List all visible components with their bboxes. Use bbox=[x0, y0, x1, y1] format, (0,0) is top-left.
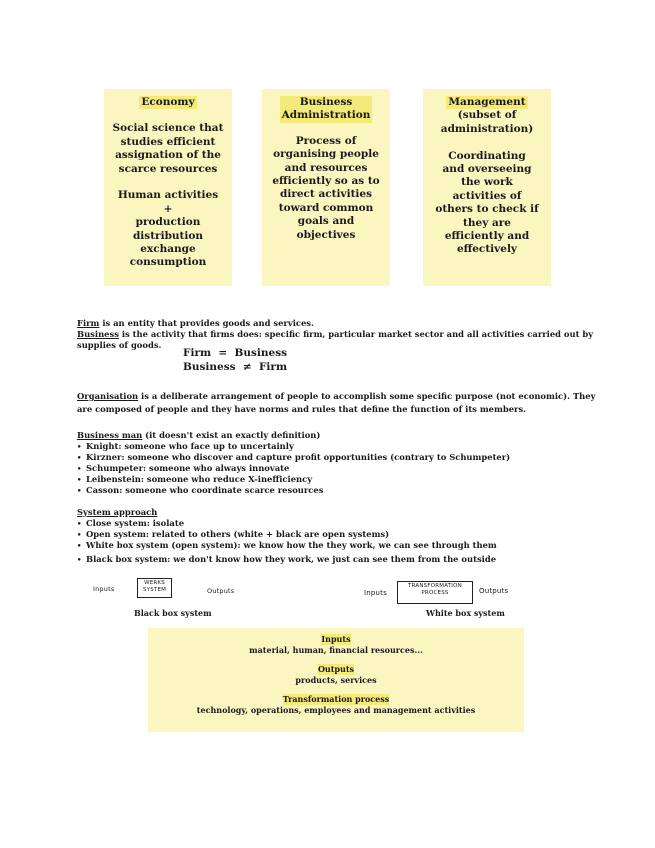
list-item: • Kirzner: someone who discover and capture profit opportunities (contrary to Schumpeter) bbox=[77, 452, 510, 463]
white-box-inputs: Inputs bbox=[364, 589, 387, 597]
system-list bbox=[77, 518, 497, 565]
black-box-outputs: Outputs bbox=[207, 587, 235, 595]
firm-definition bbox=[77, 318, 314, 329]
summary-text: material, human, financial resources... bbox=[249, 644, 423, 655]
list-item: • Casson: someone who coordinate scarce resources bbox=[77, 485, 510, 496]
list-item: • Schumpeter: someone who always innovate bbox=[77, 463, 510, 474]
business-definition bbox=[77, 329, 593, 340]
black-box-system: WERKS SYSTEM bbox=[137, 578, 172, 598]
card-body: (subset of administration) Coordinating and overseeing the work activities of others to check if they are efficiently and effectively bbox=[435, 109, 539, 256]
organisation-definition bbox=[77, 391, 595, 402]
business-definition-cont: supplies of goods. bbox=[77, 340, 162, 350]
summary-text: technology, operations, employees and management activities bbox=[196, 704, 476, 715]
firm-term: Firm bbox=[77, 318, 100, 328]
organisation-term: Organisation bbox=[77, 391, 139, 401]
list-item: • Black box system: we don't know how they work, we just can see them from the outside bbox=[77, 554, 497, 565]
businessman-term: Business man bbox=[77, 430, 143, 440]
card-title: Management bbox=[448, 96, 526, 108]
list-item: • Close system: isolate bbox=[77, 518, 497, 529]
businessman-list bbox=[77, 441, 510, 496]
business-term: Business bbox=[77, 329, 119, 339]
summary-heading: Inputs bbox=[321, 634, 351, 644]
businessman-note: (it doesn't exist an exactly definition) bbox=[142, 430, 321, 440]
card-title: Economy bbox=[141, 96, 195, 108]
card-title: Business Administration bbox=[281, 96, 371, 122]
system-term: System approach bbox=[77, 507, 158, 517]
black-box-caption: Black box system bbox=[134, 608, 212, 618]
summary-text: products, services bbox=[295, 674, 377, 685]
organisation-def: is a deliberate arrangement of people to accomplish some specific purpose (not economic). They bbox=[138, 391, 596, 401]
list-item: • Open system: related to others (white + black are open systems) bbox=[77, 529, 497, 540]
businessman-section bbox=[77, 430, 510, 496]
system-section bbox=[77, 507, 497, 565]
list-item: • Leibenstein: someone who reduce X-inefficiency bbox=[77, 474, 510, 485]
card-management bbox=[423, 89, 551, 286]
white-box-caption: White box system bbox=[426, 608, 505, 618]
summary-heading: Transformation process bbox=[282, 694, 390, 704]
card-body: Social science that studies efficient assignation of the scarce resources Human activities + production distribution exchange consumption bbox=[112, 122, 224, 269]
list-item: • White box system (open system): we know how the they work, we can see through them bbox=[77, 540, 497, 551]
organisation-definition-cont: are composed of people and they have norms and rules that define the function of its members. bbox=[77, 404, 527, 414]
list-item: • Knight: someone who face up to uncertainly bbox=[77, 441, 510, 452]
black-box-inputs: Inputs bbox=[93, 585, 115, 593]
white-box-outputs: Outputs bbox=[479, 587, 509, 595]
card-economy bbox=[104, 89, 232, 286]
white-box-process: TRANSFORMATION PROCESS bbox=[397, 581, 473, 604]
equation-firm-business: Firm = Business bbox=[183, 347, 288, 359]
card-body: Process of organising people and resources efficiently so as to direct activities toward common goals and objectives bbox=[272, 134, 380, 241]
summary-heading: Outputs bbox=[317, 664, 355, 674]
business-def: is the activity that firms does: specific firm, particular market sector and all activities carried out by bbox=[118, 329, 594, 339]
equation-business-firm: Business ≠ Firm bbox=[183, 361, 288, 373]
card-business-administration bbox=[262, 89, 390, 286]
firm-def: is an entity that provides goods and services. bbox=[99, 318, 314, 328]
summary-box bbox=[148, 628, 524, 732]
